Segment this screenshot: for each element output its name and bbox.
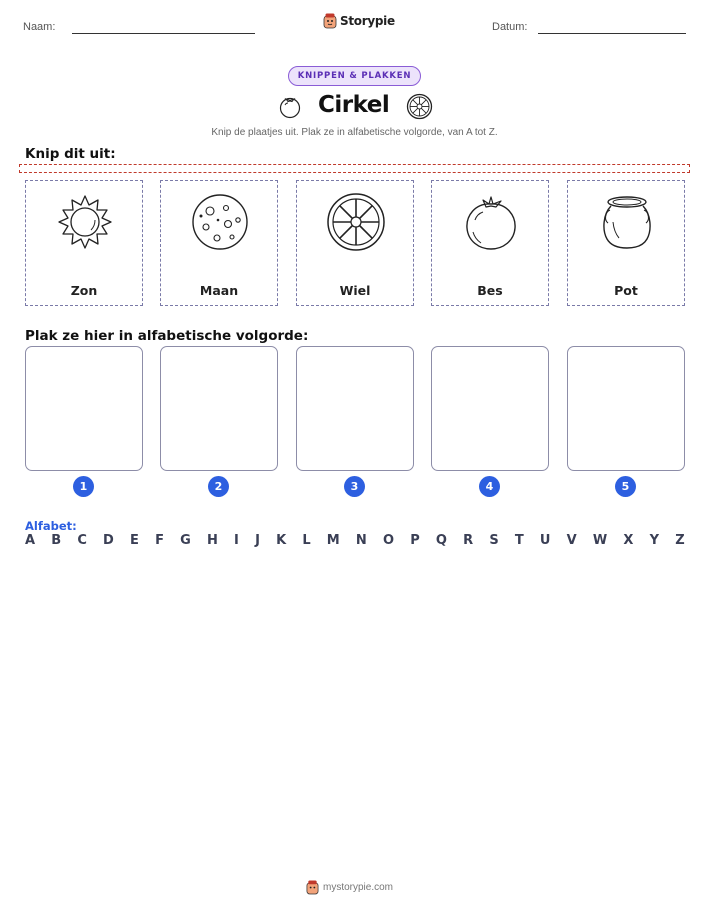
alphabet-letter: L — [302, 533, 311, 548]
alphabet-letter: C — [77, 533, 87, 548]
alphabet-letter: U — [539, 533, 551, 548]
number-badge: 5 — [615, 476, 636, 497]
berry-icon — [277, 93, 303, 119]
alphabet-letter: V — [566, 533, 577, 548]
brand-logo — [323, 13, 395, 29]
wheel-icon — [326, 192, 386, 252]
cut-card-pot[interactable] — [567, 180, 685, 306]
storypie-mascot-icon — [323, 13, 337, 29]
activity-badge: KNIPPEN & PLAKKEN — [288, 66, 421, 86]
paste-box-2[interactable] — [160, 346, 278, 471]
alphabet-letter: H — [206, 533, 218, 548]
paste-box-4[interactable] — [431, 346, 549, 471]
page-title: Cirkel — [318, 92, 390, 118]
alphabet-letter: F — [155, 533, 164, 548]
alphabet-letter: D — [103, 533, 114, 548]
alphabet-letter: M — [326, 533, 340, 548]
alphabet-letter: S — [489, 533, 499, 548]
card-label: Wiel — [339, 283, 371, 298]
alphabet-letter: T — [514, 533, 524, 548]
card-label: Zon — [70, 283, 98, 298]
cut-card-wheel[interactable] — [296, 180, 414, 306]
alphabet-letter: O — [382, 533, 395, 548]
paste-box-1[interactable] — [25, 346, 143, 471]
alphabet-letter: J — [255, 533, 260, 548]
alphabet-letter: K — [276, 533, 287, 548]
alphabet-letter: I — [234, 533, 239, 548]
name-label: Naam: — [23, 21, 56, 33]
alphabet-letter: W — [592, 533, 608, 548]
pot-icon — [597, 192, 657, 252]
wheel-icon — [406, 93, 433, 120]
name-line[interactable] — [72, 33, 255, 34]
brand-name: Storypie — [340, 14, 395, 28]
cut-heading: Knip dit uit: — [25, 146, 116, 162]
alphabet-letter: R — [463, 533, 474, 548]
storypie-mascot-icon — [306, 880, 319, 895]
footer-site[interactable]: mystorypie.com — [323, 882, 394, 893]
number-badge: 4 — [479, 476, 500, 497]
number-badge: 1 — [73, 476, 94, 497]
alphabet-row — [25, 533, 685, 548]
cut-line — [19, 164, 690, 173]
paste-box-3[interactable] — [296, 346, 414, 471]
alphabet-letter: E — [130, 533, 139, 548]
footer — [306, 880, 393, 895]
alphabet-heading: Alfabet: — [25, 519, 77, 533]
alphabet-letter: P — [410, 533, 420, 548]
alphabet-letter: Q — [435, 533, 447, 548]
number-badge: 3 — [344, 476, 365, 497]
paste-heading: Plak ze hier in alfabetische volgorde: — [25, 328, 309, 344]
instructions: Knip de plaatjes uit. Plak ze in alfabetische volgorde, van A tot Z. — [211, 127, 498, 138]
alphabet-letter: N — [355, 533, 367, 548]
date-label: Datum: — [492, 21, 528, 33]
berry-icon — [461, 192, 521, 252]
alphabet-letter: G — [180, 533, 191, 548]
card-label: Pot — [614, 283, 638, 298]
card-label: Bes — [477, 283, 503, 298]
sun-icon — [55, 192, 115, 252]
cut-card-berry[interactable] — [431, 180, 549, 306]
paste-box-5[interactable] — [567, 346, 685, 471]
alphabet-letter: A — [25, 533, 36, 548]
date-line[interactable] — [538, 33, 686, 34]
cut-card-sun[interactable] — [25, 180, 143, 306]
alphabet-letter: Z — [675, 533, 685, 548]
cut-card-moon[interactable] — [160, 180, 278, 306]
alphabet-letter: X — [623, 533, 634, 548]
alphabet-letter: Y — [649, 533, 660, 548]
alphabet-letter: B — [51, 533, 62, 548]
number-badge: 2 — [208, 476, 229, 497]
moon-icon — [190, 192, 250, 252]
card-label: Maan — [199, 283, 239, 298]
